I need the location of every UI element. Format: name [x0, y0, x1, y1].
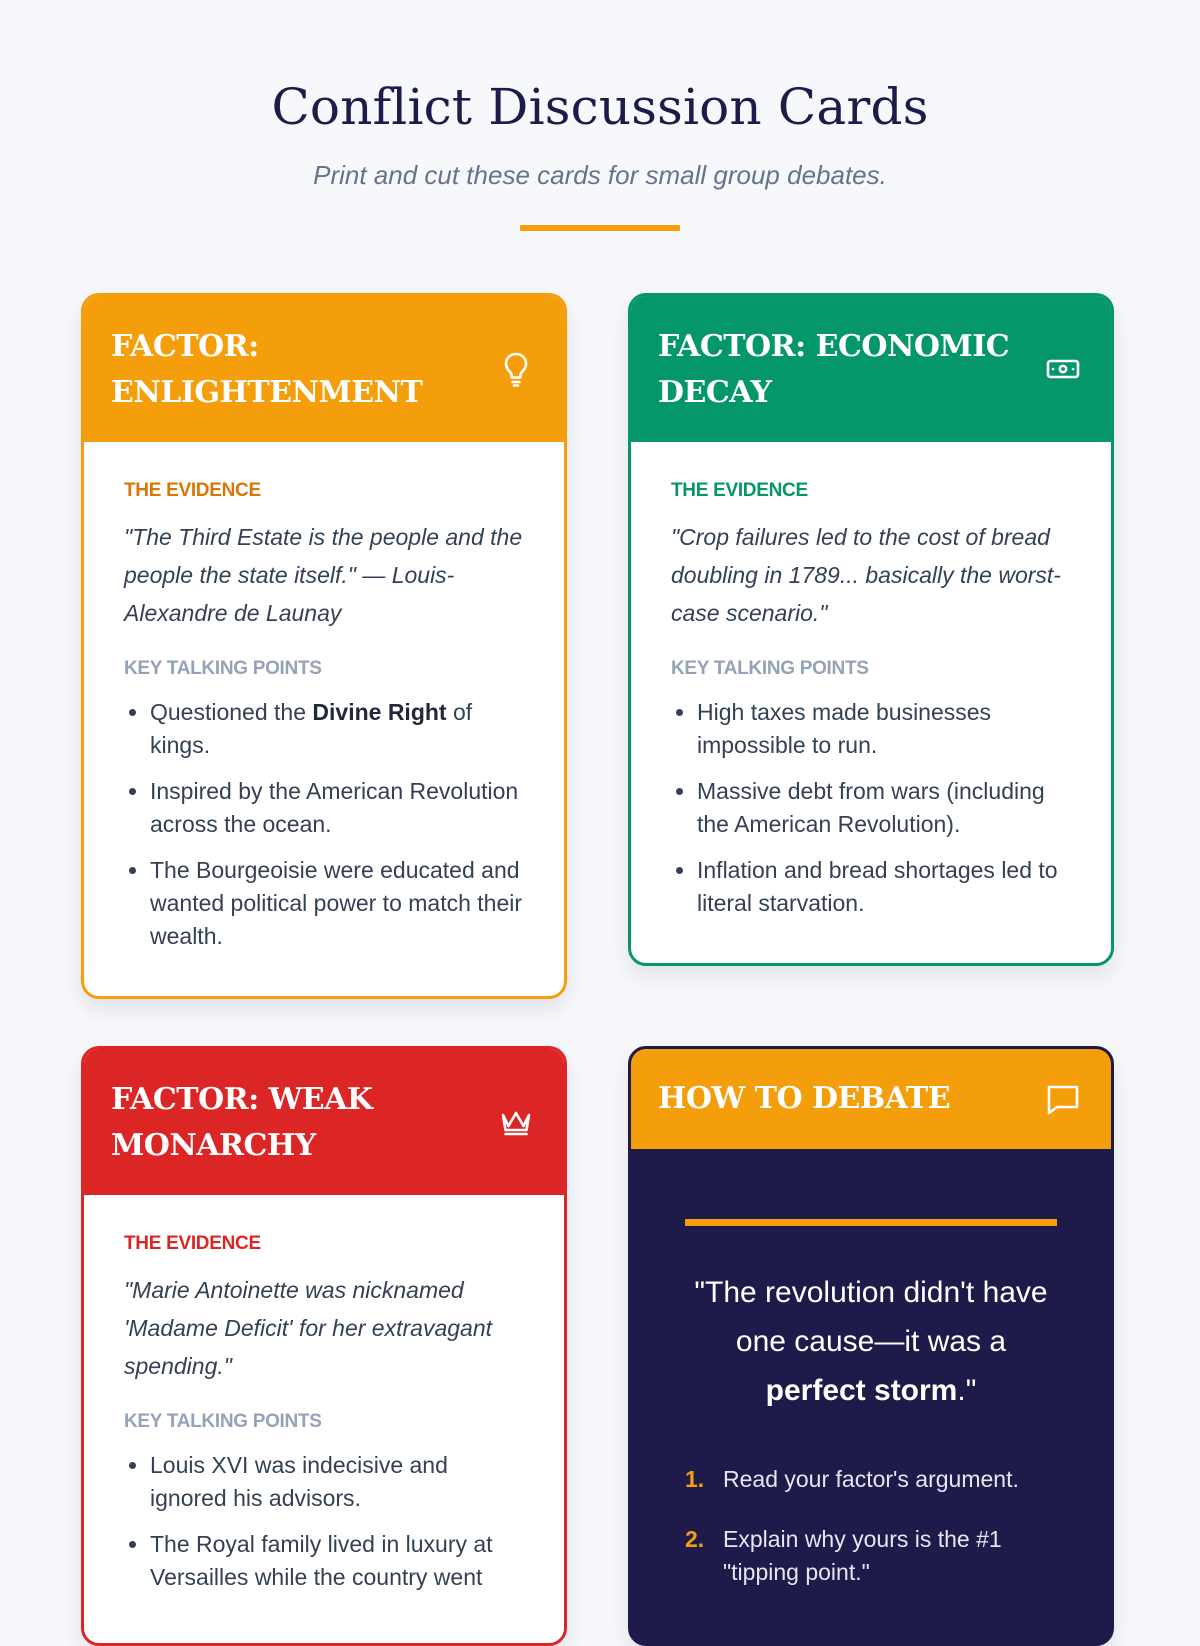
list-item: • Louis XVI was indecisive and ignored his advisors. — [150, 1449, 524, 1515]
card-enlightenment — [81, 293, 567, 999]
debate-divider — [685, 1219, 1057, 1226]
talking-points-label: KEY TALKING POINTS — [124, 658, 322, 679]
card-header — [631, 296, 1111, 442]
list-item: • Inspired by the American Revolution across the ocean. — [150, 775, 524, 841]
lightbulb-icon — [496, 349, 536, 389]
quote-emphasis: perfect storm — [765, 1374, 958, 1407]
debate-steps-list — [685, 1463, 1057, 1589]
card-body — [631, 1149, 1111, 1646]
step-text: Read your factor's argument. — [723, 1466, 1019, 1492]
quote-text: "The revolution didn't have one cause—it was a — [694, 1276, 1048, 1358]
list-item: • High taxes made businesses impossible to run. — [697, 696, 1071, 762]
point-text: of kings. — [150, 699, 473, 758]
evidence-label: THE EVIDENCE — [124, 480, 261, 501]
list-item — [685, 1523, 1057, 1589]
list-item: • Massive debt from wars (including the American Revolution). — [697, 775, 1071, 841]
debate-quote — [685, 1268, 1057, 1415]
card-body — [84, 1195, 564, 1637]
card-header — [631, 1049, 1111, 1149]
card-header — [84, 1049, 564, 1195]
step-number: 1. — [685, 1466, 705, 1492]
point-text: Questioned the — [150, 699, 313, 725]
list-item: • Inflation and bread shortages led to literal starvation. — [697, 854, 1071, 920]
card-body — [84, 442, 564, 996]
list-item — [150, 696, 524, 762]
title-divider — [520, 225, 680, 231]
speech-bubble-icon — [1043, 1079, 1083, 1119]
talking-points-list — [124, 696, 524, 953]
evidence-label: THE EVIDENCE — [671, 480, 808, 501]
card-weak-monarchy — [81, 1046, 567, 1646]
crown-icon — [496, 1102, 536, 1142]
card-how-to-debate — [628, 1046, 1114, 1646]
talking-points-list — [671, 696, 1071, 920]
card-title: FACTOR: ECONOMIC DECAY — [658, 329, 1010, 410]
evidence-quote: "The Third Estate is the people and the people the state itself." — Louis-Alexandre de Launay — [124, 524, 523, 626]
list-item: • The Royal family lived in luxury at Versailles while the country went — [150, 1528, 524, 1594]
card-economic-decay — [628, 293, 1114, 966]
page-title: Conflict Discussion Cards — [271, 78, 929, 136]
step-number: 2. — [685, 1526, 705, 1552]
evidence-quote: "Marie Antoinette was nicknamed 'Madame Deficit' for her extravagant spending." — [124, 1277, 492, 1379]
point-emphasis: Divine Right — [312, 699, 447, 725]
card-title: HOW TO DEBATE — [658, 1081, 951, 1116]
card-body — [631, 442, 1111, 963]
talking-points-label: KEY TALKING POINTS — [124, 1411, 322, 1432]
talking-points-label: KEY TALKING POINTS — [671, 658, 869, 679]
card-title: FACTOR: ENLIGHTENMENT — [111, 329, 423, 410]
talking-points-list — [124, 1449, 524, 1594]
list-item: • The Bourgeoisie were educated and wanted political power to match their wealth. — [150, 854, 524, 953]
page-header — [0, 78, 1200, 231]
list-item — [685, 1463, 1057, 1496]
card-header — [84, 296, 564, 442]
card-title: FACTOR: WEAK MONARCHY — [111, 1082, 373, 1163]
money-bill-icon — [1043, 349, 1083, 389]
evidence-quote: "Crop failures led to the cost of bread doubling in 1789... basically the worst-case scenario." — [671, 524, 1061, 626]
page-subtitle: Print and cut these cards for small group debates. — [313, 160, 887, 190]
quote-text: ." — [957, 1374, 977, 1407]
step-text: Explain why yours is the #1 "tipping point." — [723, 1526, 1002, 1585]
evidence-label: THE EVIDENCE — [124, 1233, 261, 1254]
